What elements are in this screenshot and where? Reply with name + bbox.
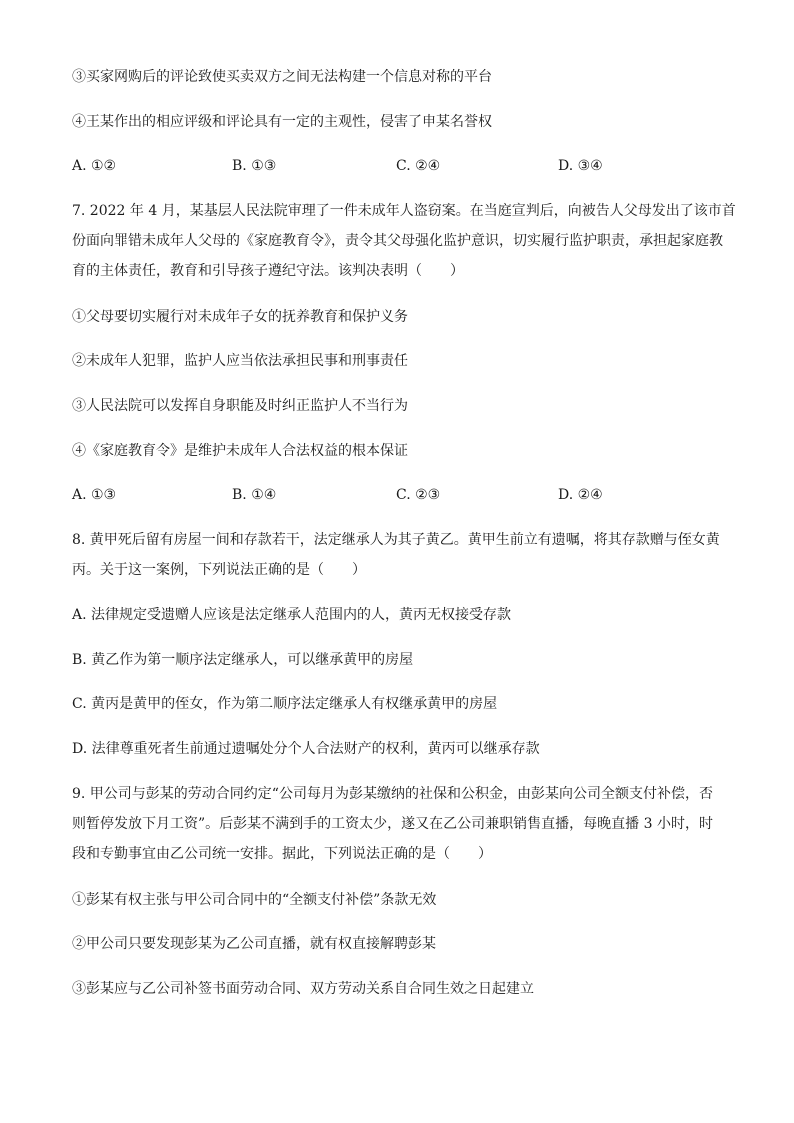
q8-choice-b[interactable]: B. 黄乙作为第一顺序法定继承人，可以继承黄甲的房屋 [72, 652, 414, 668]
q7-option-a[interactable]: A. ①③ [72, 487, 117, 503]
q9-item-2: ②甲公司只要发现彭某为乙公司直播，就有权直接解聘彭某 [72, 936, 436, 952]
q6-options [72, 157, 732, 175]
q7-option-c[interactable]: C. ②③ [396, 487, 441, 503]
q7-options [72, 486, 732, 504]
q9-item-1: ①彭某有权主张与甲公司合同中的“全额支付补偿”条款无效 [72, 892, 437, 908]
q9-stem-line-1: 9. 甲公司与彭某的劳动合同约定“公司每月为彭某缴纳的社保和公积金，由彭某向公司全额支付补偿，否 [72, 786, 713, 802]
q6-option-a[interactable]: A. ①② [72, 158, 117, 174]
q7-item-3: ③人民法院可以发挥自身职能及时纠正监护人不当行为 [72, 398, 408, 414]
q6-option-b[interactable]: B. ①③ [232, 158, 277, 174]
q7-stem-line-1: 7. 2022 年 4 月，某基层人民法院审理了一件未成年人盗窃案。在当庭宣判后，向被告人父母发出了该市首 [72, 203, 736, 219]
q9-item-3: ③彭某应与乙公司补签书面劳动合同、双方劳动关系自合同生效之日起建立 [72, 981, 534, 997]
q7-stem-line-2: 份面向罪错未成年人父母的《家庭教育令》，责令其父母强化监护意识，切实履行监护职责，承担起家庭教 [72, 233, 723, 249]
q9-stem-line-2: 则暂停发放下月工资”。后彭某不满到手的工资太少，遂又在乙公司兼职销售直播，每晚直播 3 小时，时 [72, 816, 713, 832]
q8-choice-a[interactable]: A. 法律规定受遗赠人应该是法定继承人范围内的人，黄丙无权接受存款 [72, 607, 512, 623]
q6-item-3: ③买家网购后的评论致使买卖双方之间无法构建一个信息对称的平台 [72, 69, 492, 85]
q6-option-c[interactable]: C. ②④ [396, 158, 441, 174]
q7-item-4: ④《家庭教育令》是维护未成年人合法权益的根本保证 [72, 443, 408, 459]
q7-option-b[interactable]: B. ①④ [232, 487, 277, 503]
q8-choice-c[interactable]: C. 黄丙是黄甲的侄女，作为第二顺序法定继承人有权继承黄甲的房屋 [72, 696, 498, 712]
q7-item-2: ②未成年人犯罪，监护人应当依法承担民事和刑事责任 [72, 353, 408, 369]
q6-option-d[interactable]: D. ③④ [558, 158, 603, 174]
q6-item-4: ④王某作出的相应评级和评论具有一定的主观性，侵害了申某名誉权 [72, 114, 492, 130]
q7-item-1: ①父母要切实履行对未成年子女的抚养教育和保护义务 [72, 309, 408, 325]
q7-option-d[interactable]: D. ②④ [558, 487, 603, 503]
q9-stem-line-3: 段和专勤事宜由乙公司统一安排。据此，下列说法正确的是（ ） [72, 846, 492, 862]
q7-stem-line-3: 育的主体责任，教育和引导孩子遵纪守法。该判决表明（ ） [72, 263, 464, 279]
q8-stem-line-2: 丙。关于这一案例，下列说法正确的是（ ） [72, 562, 366, 578]
q8-stem-line-1: 8. 黄甲死后留有房屋一间和存款若干，法定继承人为其子黄乙。黄甲生前立有遗嘱，将其存款赠与侄女黄 [72, 532, 720, 548]
q8-choice-d[interactable]: D. 法律尊重死者生前通过遗嘱处分个人合法财产的权利，黄丙可以继承存款 [72, 741, 540, 757]
